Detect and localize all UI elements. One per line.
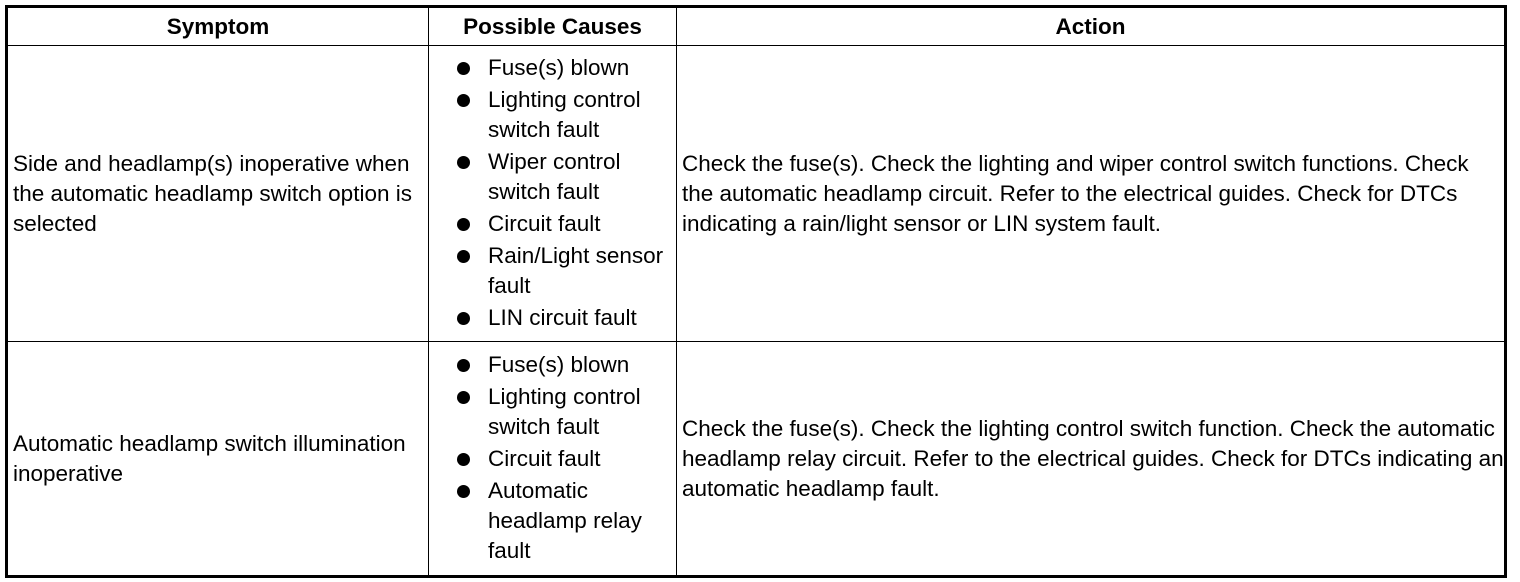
action-cell: Check the fuse(s). Check the lighting control switch function. Check the automatic headlamp relay circuit. Refer to the electrical guides. Check for DTCs indicating an automatic headlamp fault. (677, 342, 1506, 577)
action-cell: Check the fuse(s). Check the lighting and wiper control switch functions. Check the automatic headlamp circuit. Refer to the electrical guides. Check for DTCs indicating a rain/light sensor or LIN system fault. (677, 46, 1506, 342)
bullet-icon (457, 250, 470, 263)
list-item (434, 53, 676, 83)
causes-cell (429, 46, 677, 342)
cause-text: Automatic headlamp relay fault (488, 478, 642, 563)
bullet-icon (457, 94, 470, 107)
list-item (434, 241, 676, 301)
cause-text: Wiper control switch fault (488, 149, 621, 204)
cause-list (434, 53, 676, 333)
cause-text: Lighting control switch fault (488, 384, 641, 439)
cause-text: Fuse(s) blown (488, 352, 630, 377)
list-item (434, 476, 676, 566)
header-possible-causes: Possible Causes (429, 7, 677, 46)
list-item (434, 350, 676, 380)
table-header-row (7, 7, 1506, 46)
bullet-icon (457, 453, 470, 466)
cause-text: Circuit fault (488, 446, 601, 471)
list-item (434, 382, 676, 442)
cause-text: Fuse(s) blown (488, 55, 630, 80)
causes-cell (429, 342, 677, 577)
diagnostic-table (5, 5, 1507, 578)
cause-text: Rain/Light sensor fault (488, 243, 664, 298)
list-item (434, 209, 676, 239)
cause-list (434, 350, 676, 566)
bullet-icon (457, 218, 470, 231)
list-item (434, 147, 676, 207)
cause-text: LIN circuit fault (488, 305, 637, 330)
bullet-icon (457, 62, 470, 75)
symptom-cell: Automatic headlamp switch illumination inoperative (7, 342, 429, 577)
list-item (434, 444, 676, 474)
table-row (7, 342, 1506, 577)
cause-text: Circuit fault (488, 211, 601, 236)
list-item (434, 303, 676, 333)
bullet-icon (457, 156, 470, 169)
cause-text: Lighting control switch fault (488, 87, 641, 142)
symptom-cell: Side and headlamp(s) inoperative when the automatic headlamp switch option is selected (7, 46, 429, 342)
bullet-icon (457, 391, 470, 404)
header-symptom: Symptom (7, 7, 429, 46)
table-row (7, 46, 1506, 342)
bullet-icon (457, 312, 470, 325)
header-action: Action (677, 7, 1506, 46)
list-item (434, 85, 676, 145)
bullet-icon (457, 485, 470, 498)
bullet-icon (457, 359, 470, 372)
